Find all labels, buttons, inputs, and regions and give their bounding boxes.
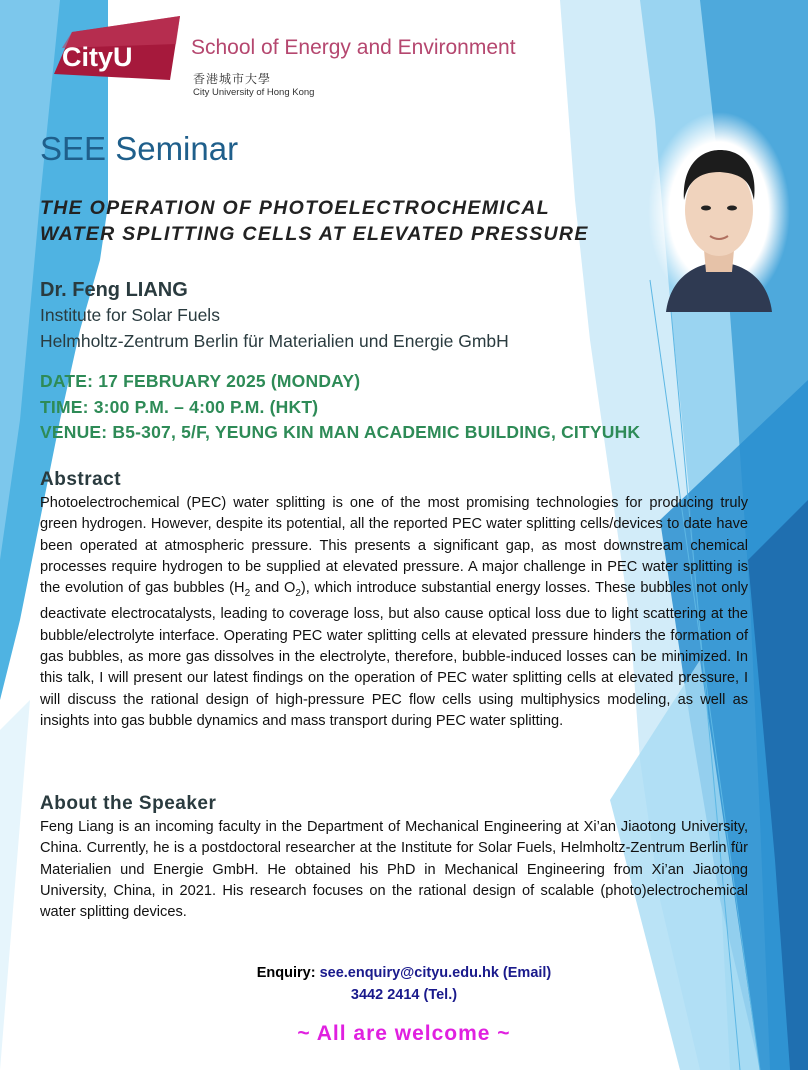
seminar-title-line2: WATER SPLITTING CELLS AT ELEVATED PRESSURE	[40, 223, 589, 245]
enquiry-email[interactable]: see.enquiry@cityu.edu.hk (Email)	[319, 965, 552, 981]
speaker-photo	[648, 112, 790, 312]
about-speaker-text: Feng Liang is an incoming faculty in the Department of Mechanical Engineering at Xi’an Jiaotong University, China. Currently, he is a postdoctoral researcher at the Institute for Solar Fuels, Helmholtz-Zentrum Berlin für Materialien und Energie GmbH. He obtained his PhD in Mechanical Engineering from Xi’an Jiaotong University, China, in 2021. His research focuses on the rational design of scalable (photo)electrochemical water splitting devices.	[40, 819, 748, 921]
event-time: TIME: 3:00 P.M. – 4:00 P.M. (HKT)	[40, 397, 319, 417]
abstract-heading: Abstract	[40, 469, 122, 490]
welcome-message: ~ All are welcome ~	[297, 1022, 511, 1045]
enquiry-phone[interactable]: 3442 2414 (Tel.)	[350, 987, 458, 1003]
university-name-english: City University of Hong Kong	[193, 87, 315, 98]
speaker-affiliation-line2: Helmholtz-Zentrum Berlin für Materialien und Energie GmbH	[40, 331, 509, 351]
seminar-title-line1: THE OPERATION OF PHOTOELECTROCHEMICAL	[40, 197, 550, 219]
event-date: DATE: 17 FEBRUARY 2025 (MONDAY)	[40, 371, 361, 391]
speaker-name: Dr. Feng LIANG	[40, 279, 188, 301]
cityu-logo	[52, 14, 182, 96]
abstract-text: Photoelectrochemical (PEC) water splitting is one of the most promising technologies for producing truly green hydrogen. However, despite its potential, all the reported PEC water splitting cells/devices to date have been operated at atmospheric pressure. This presents a significant gap, as most downstream chemical processes require hydrogen to be supplied at elevated pressure. A major challenge in PEC water splitting is the evolution of gas bubbles ($H_2$ and $O_2$), which introduce substantial energy losses. These bubbles not only deactivate electrocatalysts, leading to coverage loss, but also cause optical loss due to light scattering at the bubble/electrolyte interface. Operating PEC water splitting cells at elevated pressure hinders the formation of gas bubbles, as more gas dissolves in the electrolyte, therefore, bubble-induced losses can be minimized. In this talk, I will present our latest findings on the operation of PEC water splitting cells at elevated pressure, I will discuss the rational design of high-pressure PEC flow cells using multiphysics modeling, as well as insights into gas bubble dynamics and mass transport during PEC water splitting.	[40, 495, 748, 729]
seminar-title	[40, 195, 640, 247]
speaker-affiliation-line1: Institute for Solar Fuels	[40, 305, 220, 325]
school-name: School of Energy and Environment	[191, 36, 516, 59]
event-venue: VENUE: B5-307, 5/F, YEUNG KIN MAN ACADEMIC BUILDING, CITYUHK	[40, 422, 641, 442]
about-speaker-heading: About the Speaker	[40, 793, 217, 814]
enquiry-email-line	[0, 965, 808, 981]
university-name-chinese: 香港城市大學	[193, 72, 272, 86]
enquiry-label: Enquiry:	[256, 965, 316, 981]
seminar-label: SEE Seminar	[40, 130, 239, 167]
svg-text:CityU: CityU	[62, 42, 133, 72]
enquiry-phone-line	[0, 987, 808, 1003]
